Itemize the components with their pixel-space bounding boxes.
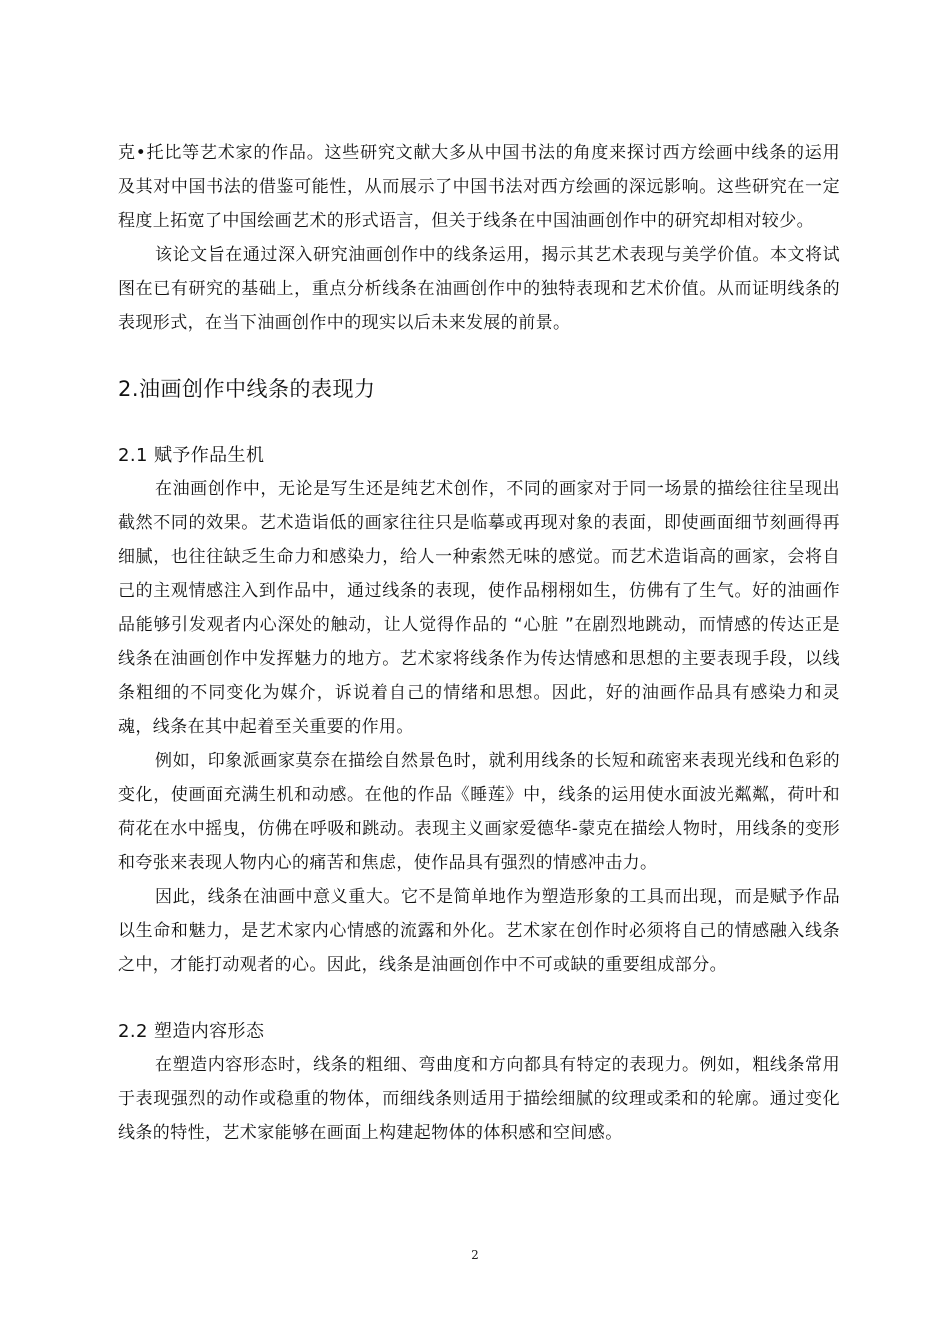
body-paragraph: 例如，印象派画家莫奈在描绘自然景色时，就利用线条的长短和疏密来表现光线和色彩的变化，使画面充满生机和动感。在他的作品《睡莲》中，线条的运用使水面波光粼粼，荷叶和荷花在水中摇曳，仿佛在呼吸和跳动。表现主义画家爱德华-蒙克在描绘人物时，用线条的变形和夸张来表现人物内心的痛苦和焦虑，使作品具有强烈的情感冲击力。 — [118, 751, 840, 873]
subsection-heading: 2.2 塑造内容形态 — [118, 1021, 265, 1042]
body-paragraph: 在油画创作中，无论是写生还是纯艺术创作，不同的画家对于同一场景的描绘往往呈现出截然不同的效果。艺术造诣低的画家往往只是临摹或再现对象的表面，即使画面细节刻画得再细腻，也往往缺乏生命力和感染力，给人一种索然无味的感觉。而艺术造诣高的画家，会将自己的主观情感注入到作品中，通过线条的表现，使作品栩栩如生，仿佛有了生气。好的油画作品能够引发观者内心深处的触动，让人觉得作品的 “心脏 ”在剧烈地跳动，而情感的传达正是线条在油画创作中发挥魅力的地方。艺术家将线条作为传达情感和思想的主要表现手段，以线条粗细的不同变化为媒介，诉说着自己的情绪和思想。因此，好的油画作品具有感染力和灵魂，线条在其中起着至关重要的作用。 — [118, 479, 840, 737]
subsection-heading: 2.1 赋予作品生机 — [118, 445, 265, 466]
section-heading: 2.油画创作中线条的表现力 — [118, 377, 376, 401]
body-paragraph: 该论文旨在通过深入研究油画创作中的线条运用，揭示其艺术表现与美学价值。本文将试图在已有研究的基础上，重点分析线条在油画创作中的独特表现和艺术价值。从而证明线条的表现形式，在当下油画创作中的现实以后未来发展的前景。 — [118, 245, 840, 333]
document-page — [118, 136, 840, 1150]
body-paragraph: 因此，线条在油画中意义重大。它不是简单地作为塑造形象的工具而出现，而是赋予作品以生命和魅力，是艺术家内心情感的流露和外化。艺术家在创作时必须将自己的情感融入线条之中，才能打动观者的心。因此，线条是油画创作中不可或缺的重要组成部分。 — [118, 887, 840, 975]
body-paragraph: 克•托比等艺术家的作品。这些研究文献大多从中国书法的角度来探讨西方绘画中线条的运用及其对中国书法的借鉴可能性，从而展示了中国书法对西方绘画的深远影响。这些研究在一定程度上拓宽了中国绘画艺术的形式语言，但关于线条在中国油画创作中的研究却相对较少。 — [118, 143, 840, 231]
page-number: 2 — [471, 1248, 479, 1262]
body-paragraph: 在塑造内容形态时，线条的粗细、弯曲度和方向都具有特定的表现力。例如，粗线条常用于表现强烈的动作或稳重的物体，而细线条则适用于描绘细腻的纹理或柔和的轮廓。通过变化线条的特性，艺术家能够在画面上构建起物体的体积感和空间感。 — [118, 1055, 840, 1143]
